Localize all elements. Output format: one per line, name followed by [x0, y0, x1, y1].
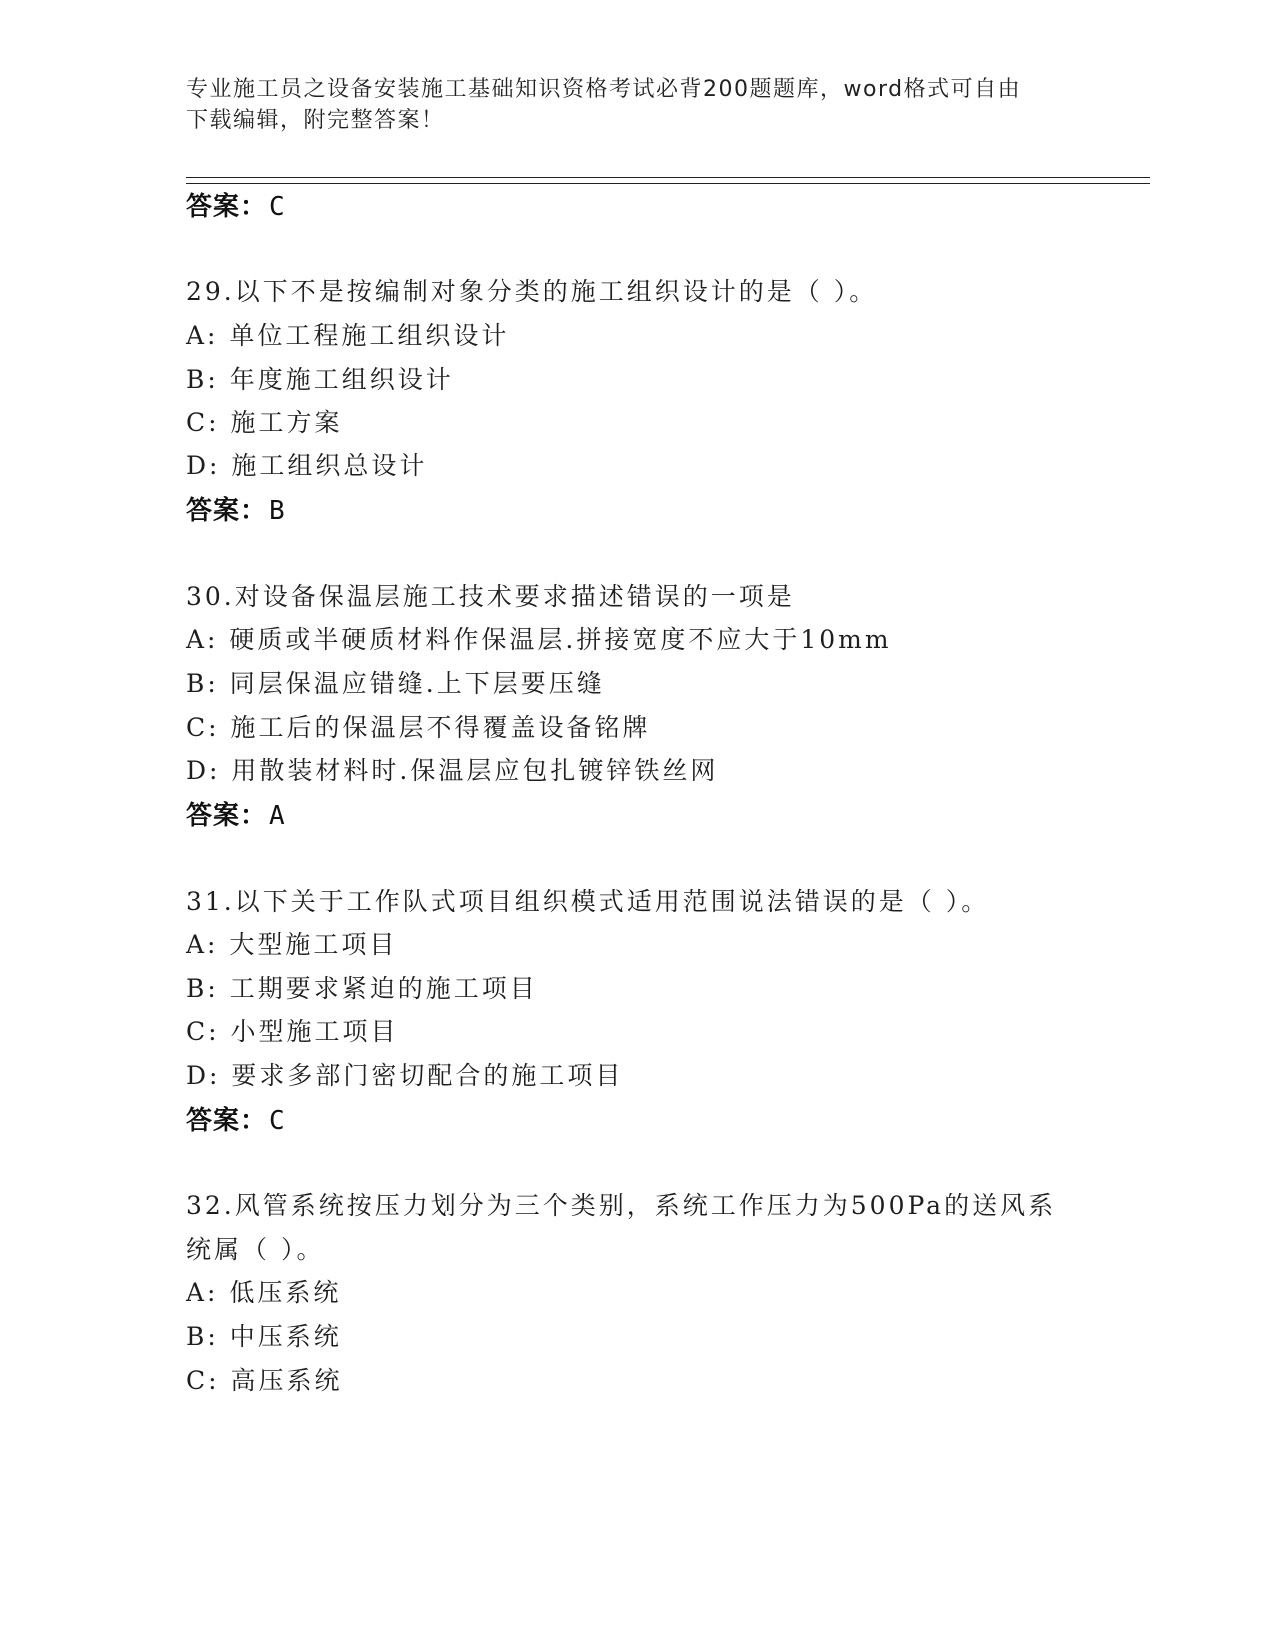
answer-value: C	[269, 192, 286, 222]
answer-line	[186, 186, 286, 223]
option-c: C: 小型施工项目	[186, 1017, 399, 1046]
answer-label: 答案：	[186, 801, 268, 831]
header-rule-bottom	[186, 183, 1150, 184]
answer-line	[186, 795, 286, 832]
option-d: D: 施工组织总设计	[186, 451, 428, 480]
option-b: B: 中压系统	[186, 1322, 342, 1351]
question-stem-continued: 统属（ ）。	[186, 1235, 325, 1264]
option-a: A: 大型施工项目	[186, 930, 398, 959]
option-a: A: 单位工程施工组织设计	[186, 321, 510, 350]
option-a: A: 低压系统	[186, 1278, 342, 1307]
answer-line	[186, 1100, 286, 1137]
header-line-2: 下载编辑，附完整答案！	[186, 108, 445, 133]
option-d: D: 用散装材料时.保温层应包扎镀锌铁丝网	[186, 756, 719, 785]
answer-value: B	[269, 496, 286, 526]
answer-value: C	[269, 1106, 286, 1136]
answer-label: 答案：	[186, 1106, 268, 1136]
option-d: D: 要求多部门密切配合的施工项目	[186, 1061, 624, 1090]
question-stem: 31.以下关于工作队式项目组织模式适用范围说法错误的是（ ）。	[186, 887, 990, 916]
document-header	[186, 74, 1086, 136]
answer-label: 答案：	[186, 496, 268, 526]
question-stem: 30.对设备保温层施工技术要求描述错误的一项是	[186, 582, 795, 611]
option-a: A: 硬质或半硬质材料作保温层.拼接宽度不应大于10mm	[186, 625, 892, 654]
answer-label: 答案：	[186, 192, 268, 222]
question-stem: 32.风管系统按压力划分为三个类别，系统工作压力为500Pa的送风系	[186, 1191, 1057, 1220]
answer-line	[186, 490, 286, 527]
header-line-1: 专业施工员之设备安装施工基础知识资格考试必背200题题库，word格式可自由	[186, 77, 1022, 102]
option-c: C: 施工方案	[186, 408, 343, 437]
option-c: C: 高压系统	[186, 1366, 343, 1395]
question-stem: 29.以下不是按编制对象分类的施工组织设计的是（ ）。	[186, 277, 878, 306]
header-rule-top	[186, 177, 1150, 178]
answer-value: A	[269, 801, 286, 831]
option-b: B: 工期要求紧迫的施工项目	[186, 974, 538, 1003]
option-b: B: 年度施工组织设计	[186, 365, 454, 394]
option-c: C: 施工后的保温层不得覆盖设备铭牌	[186, 713, 651, 742]
option-b: B: 同层保温应错缝.上下层要压缝	[186, 669, 605, 698]
